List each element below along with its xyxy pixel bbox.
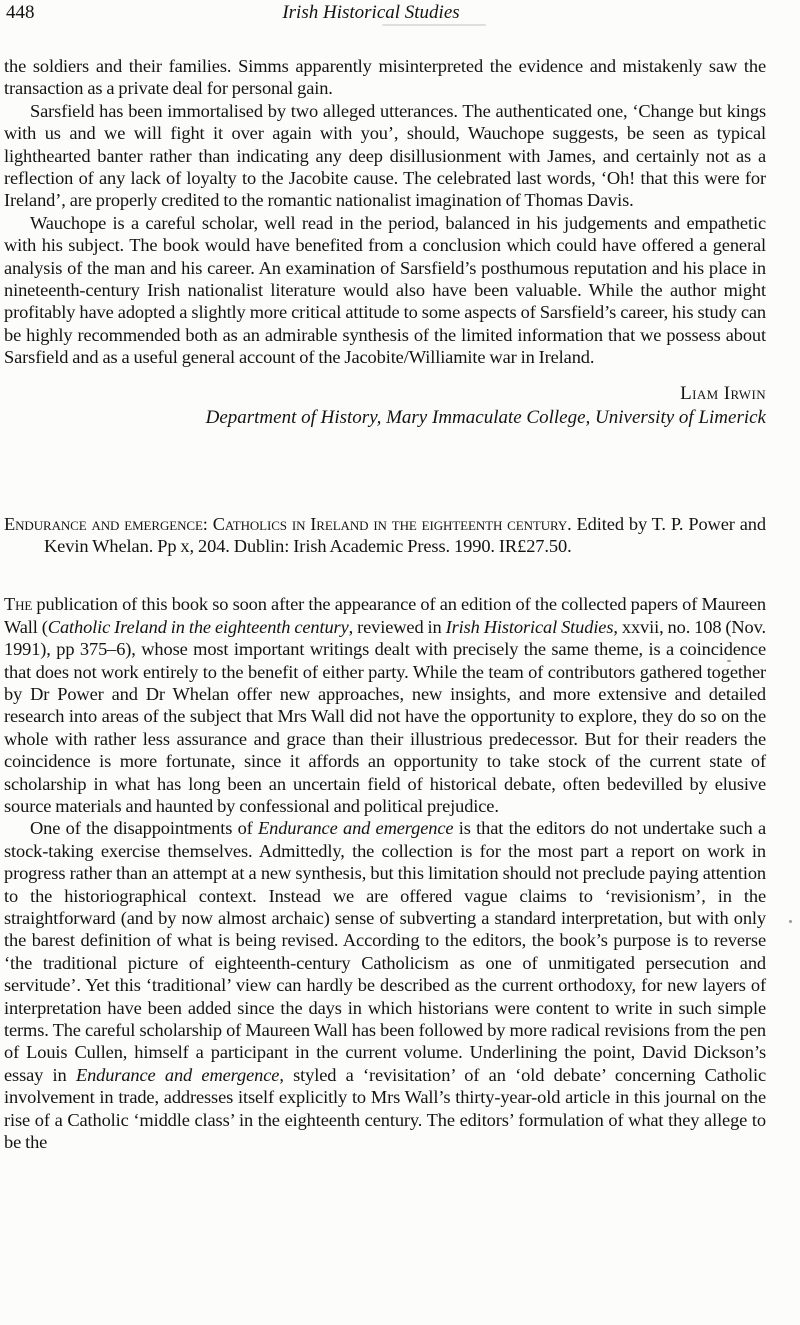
review-sarsfield-body — [4, 55, 766, 369]
text-run: , xxvii, no. 108 (Nov. 1991), pp 375–6), whose most important writings dealt with precisely the same theme, is a coincidence that does not work entirely to the benefit of either party. While the team of contributors gathered together by Dr Power and Dr Whelan offer new approaches, new insights, and more extensive and detailed research into areas of the subject that Mrs Wall did not have the opportunity to explore, they do so on the whole with rather less assurance and grace than their illustrious predecessor. But for their readers the coincidence is more fortunate, since it affords an opportunity to take stock of the current state of scholarship in what has long been an uncertain field of historical debate, often bedevilled by elusive source materials and haunted by confessional and political prejudice. — [4, 616, 766, 816]
text-run: , styled a ‘revisitation’ of an ‘old debate’ concerning Catholic involvement in trade, addresses itself explicitly to Mrs Wall’s thirty-year-old article in this journal on the rise of a Catholic ‘middle class’ in the eighteenth century. The editors’ formulation of what they allege to be the — [4, 1064, 766, 1153]
text-run: publication of this book so soon after the appearance of an edition of the collected papers of Maureen Wall ( — [4, 594, 766, 637]
paragraph — [4, 212, 766, 369]
reviewer-affiliation: Department of History, Mary Immaculate College, University of Limerick — [205, 406, 766, 428]
text-run-italic: Catholic Ireland in the eighteenth century — [47, 616, 349, 637]
text-run: Wauchope is a careful scholar, well read in the period, balanced in his judgements and empathetic with his subject. The book would have benefited from a conclusion which could have offered a general analysis of the man and his career. An examination of Sarsfield’s posthumous reputation and his place in nineteenth-century Irish nationalist literature would also have been valuable. While the author might profitably have adopted a slightly more critical attitude to some aspects of Sarsfield’s career, his study can be highly recommended both as an admirable synthesis of the limited information that we possess about Sarsfield and as a useful general account of the Jacobite/Williamite war in Ireland. — [4, 212, 766, 368]
running-head — [4, 2, 766, 24]
reviewer-name: Liam Irwin — [680, 382, 766, 404]
review-sarsfield-section — [4, 55, 766, 429]
text-column — [0, 2, 800, 1153]
paragraph — [4, 55, 766, 100]
paragraph — [4, 593, 766, 817]
text-run: is that the editors do not undertake such a stock-taking exercise themselves. Admittedly, the collection is for the most part a report on work in progress rather than an attempt at a new synthesis, but this limitation should not preclude paying attention to the historiographical context. Instead we are offered vague claims to ‘revisionism’, in the straightforward (and by now almost archaic) sense of subverting a standard interpretation, but with only the barest definition of what is being revised. According to the editors, the book’s purpose is to reverse ‘the traditional picture of eighteenth-century Catholicism as one of unmitigated persecution and servitude’. Yet this ‘traditional’ view can hardly be described as the current orthodoxy, for new layers of interpretation have been added since the days in which historians were content to write in such simple terms. The careful scholarship of Maureen Wall has been followed by more radical revisions from the pen of Louis Cullen, himself a participant in the current volume. Underlining the point, David Dickson’s essay in — [4, 818, 766, 1085]
paragraph — [4, 100, 766, 212]
text-run: One of the disappointments of — [30, 818, 259, 839]
review-endurance-section — [4, 513, 766, 1154]
text-run: Sarsfield has been immortalised by two alleged utterances. The authenticated one, ‘Change but kings with us and we will fight it over again with you’, should, Wauchope suggests, be seen as typical lighthearted banter rather than indicating any deep disillusionment with James, and certainly not as a reflection of any lack of loyalty to the Jacobite cause. The celebrated last words, ‘Oh! that this were for Ireland’, are properly credited to the romantic nationalist imagination of Thomas Davis. — [4, 100, 766, 211]
paragraph — [4, 817, 766, 1153]
text-run-italic: Endurance and emergence — [258, 818, 454, 839]
review-endurance-body — [4, 593, 766, 1153]
journal-title: Irish Historical Studies — [282, 2, 460, 23]
text-run-smallcaps: The — [4, 594, 33, 615]
text-run: Edited by T. P. Power and Kevin Whelan. Pp x, 204. Dublin: Irish Academic Press. 1990. IR£27.50. — [44, 513, 766, 557]
page-number: 448 — [6, 2, 35, 23]
scan-artifact-speck — [789, 920, 792, 923]
text-run: , reviewed in — [348, 616, 446, 637]
text-run-smallcaps: Endurance and emergence: Catholics in Ireland in the eighteenth century. — [4, 513, 572, 534]
scan-artifact-speck — [727, 660, 731, 662]
text-run-italic: Endurance and emergence — [75, 1064, 280, 1085]
text-run: the soldiers and their families. Simms apparently misinterpreted the evidence and mistakenly saw the transaction as a private deal for personal gain. — [4, 56, 766, 99]
text-run-italic: Irish Historical Studies — [445, 616, 614, 637]
scan-artifact-rule — [382, 24, 486, 26]
book-review-heading — [4, 513, 766, 559]
